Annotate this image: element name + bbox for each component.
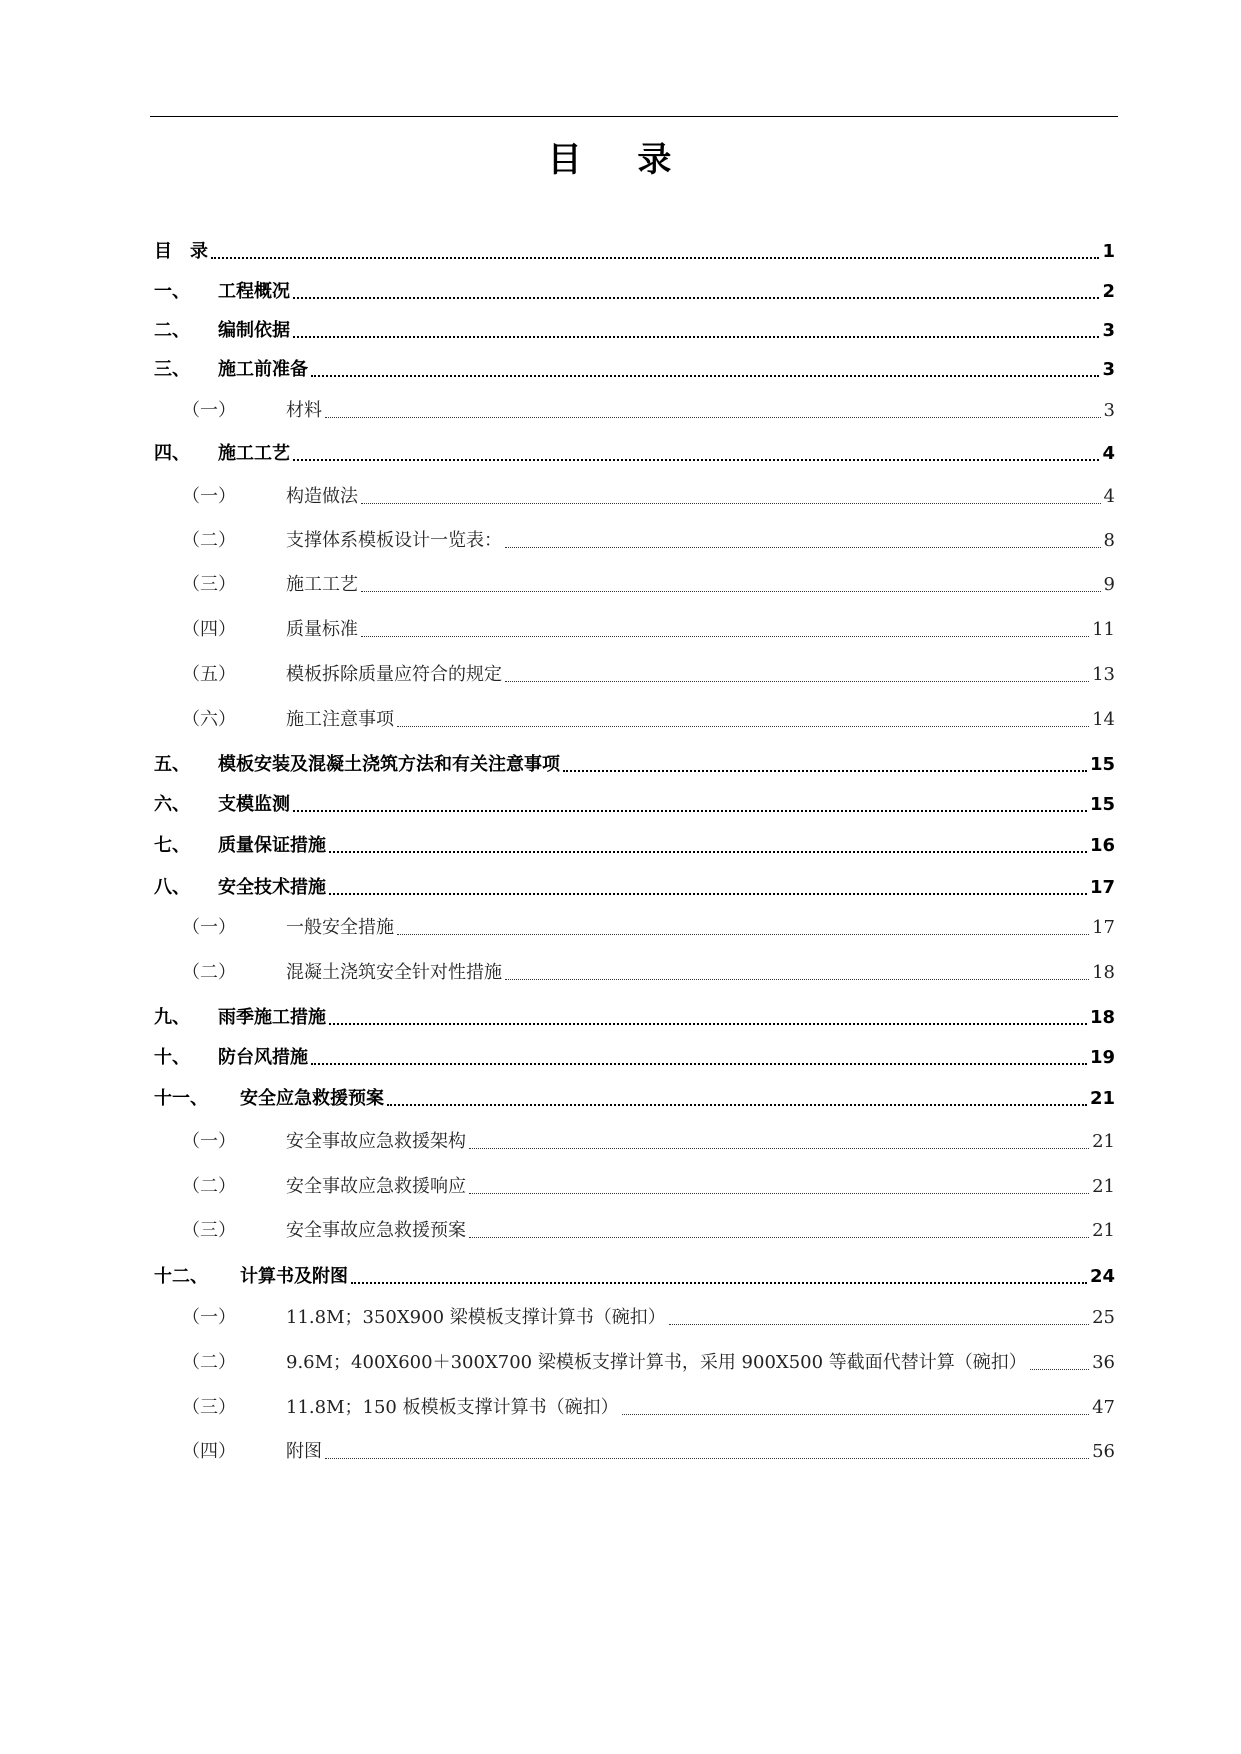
toc-leader-dots (622, 1414, 1090, 1415)
toc-leader-dots (1030, 1369, 1089, 1370)
toc-entry-number: 十一、 (154, 1088, 208, 1109)
toc-leader-dots (669, 1324, 1089, 1325)
toc-entry[interactable] (154, 1171, 1115, 1199)
toc-entry-page: 47 (1092, 1397, 1115, 1418)
toc-leader-dots (563, 770, 1087, 772)
toc-entry-number: （六） (182, 709, 236, 730)
toc-entry-page: 11 (1092, 619, 1115, 640)
toc-entry[interactable] (154, 1347, 1115, 1375)
toc-entry-number: （一） (182, 917, 236, 938)
toc-entry-page: 15 (1089, 754, 1115, 775)
toc-entry-title: 一般安全措施 (286, 917, 394, 938)
toc-leader-dots (325, 417, 1101, 418)
toc-entry-title: 模板安装及混凝土浇筑方法和有关注意事项 (218, 754, 560, 775)
toc-entry-title: 施工注意事项 (286, 709, 394, 730)
toc-entry-page: 21 (1092, 1131, 1115, 1152)
toc-entry[interactable] (154, 354, 1115, 382)
toc-entry-number: 目 录 (154, 241, 208, 262)
toc-leader-dots (329, 1023, 1087, 1025)
toc-entry[interactable] (154, 1392, 1115, 1420)
toc-leader-dots (329, 893, 1087, 895)
toc-entry-number: （一） (182, 1307, 236, 1328)
toc-entry-page: 36 (1092, 1352, 1115, 1373)
toc-entry-number: （四） (182, 1441, 236, 1462)
toc-entry-page: 3 (1103, 400, 1115, 421)
toc-entry-page: 8 (1103, 530, 1115, 551)
toc-leader-dots (469, 1193, 1089, 1194)
toc-entry-page: 15 (1089, 794, 1115, 815)
toc-entry[interactable] (154, 1042, 1115, 1070)
toc-entry-page: 3 (1102, 359, 1115, 380)
toc-leader-dots (311, 1063, 1087, 1065)
toc-entry-number: 九、 (154, 1007, 190, 1028)
toc-entry-number: （一） (182, 486, 236, 507)
toc-entry[interactable] (154, 872, 1115, 900)
toc-entry-number: 十二、 (154, 1266, 208, 1287)
toc-entry-number: （四） (182, 619, 236, 640)
toc-entry[interactable] (154, 1261, 1115, 1289)
toc-entry-title: 工程概况 (218, 281, 290, 302)
toc-entry-page: 18 (1089, 1007, 1115, 1028)
toc-entry-page: 18 (1092, 962, 1115, 983)
toc-entry[interactable] (154, 614, 1115, 642)
toc-leader-dots (505, 547, 1101, 548)
toc-entry[interactable] (154, 236, 1115, 264)
toc-entry-title: 材料 (286, 400, 322, 421)
toc-entry-page: 14 (1092, 709, 1115, 730)
toc-entry-title: 安全事故应急救援架构 (286, 1131, 466, 1152)
toc-entry-title: 施工工艺 (286, 574, 358, 595)
toc-entry-title: 计算书及附图 (240, 1266, 348, 1287)
toc-entry-title: 安全事故应急救援预案 (286, 1220, 466, 1241)
toc-leader-dots (505, 979, 1089, 980)
toc-entry-number: 一、 (154, 281, 190, 302)
toc-leader-dots (293, 297, 1099, 299)
toc-entry-title: 施工前准备 (218, 359, 308, 380)
toc-leader-dots (469, 1148, 1089, 1149)
toc-entry-page: 3 (1102, 320, 1115, 341)
toc-entry-page: 1 (1102, 241, 1115, 262)
toc-entry-title: 安全应急救援预案 (240, 1088, 384, 1109)
toc-entry[interactable] (154, 789, 1115, 817)
toc-entry-page: 17 (1092, 917, 1115, 938)
toc-leader-dots (469, 1237, 1089, 1238)
toc-entry[interactable] (154, 1083, 1115, 1111)
toc-entry-page: 13 (1092, 664, 1115, 685)
toc-leader-dots (325, 1458, 1089, 1459)
toc-entry-title: 支模监测 (218, 794, 290, 815)
toc-entry-title: 9.6M；400X600＋300X700 梁模板支撑计算书，采用 900X500 等截面代替计算（碗扣） (286, 1352, 1027, 1373)
toc-entry[interactable] (154, 912, 1115, 940)
toc-entry-page: 21 (1089, 1088, 1115, 1109)
toc-entry-page: 4 (1103, 486, 1115, 507)
toc-entry-number: （二） (182, 1352, 236, 1373)
toc-entry-title: 安全技术措施 (218, 877, 326, 898)
toc-entry-title: 雨季施工措施 (218, 1007, 326, 1028)
toc-leader-dots (293, 336, 1099, 338)
toc-entry[interactable] (154, 1215, 1115, 1243)
toc-entry-page: 2 (1102, 281, 1115, 302)
toc-entry-number: 十、 (154, 1047, 190, 1068)
toc-entry-title: 模板拆除质量应符合的规定 (286, 664, 502, 685)
toc-entry-number: 五、 (154, 754, 190, 775)
toc-entry-number: 三、 (154, 359, 190, 380)
toc-entry-number: 八、 (154, 877, 190, 898)
toc-leader-dots (329, 851, 1087, 853)
toc-entry[interactable] (154, 569, 1115, 597)
toc-entry[interactable] (154, 276, 1115, 304)
toc-entry[interactable] (154, 315, 1115, 343)
toc-entry[interactable] (154, 438, 1115, 466)
toc-entry-number: 七、 (154, 835, 190, 856)
toc-leader-dots (397, 934, 1089, 935)
toc-entry-title: 施工工艺 (218, 443, 290, 464)
toc-entry[interactable] (154, 704, 1115, 732)
toc-leader-dots (293, 810, 1087, 812)
toc-entry-number: （三） (182, 1220, 236, 1241)
toc-entry-title: 支撑体系模板设计一览表： (286, 530, 502, 551)
toc-entry-page: 21 (1092, 1220, 1115, 1241)
toc-entry[interactable] (154, 830, 1115, 858)
toc-entry-number: （二） (182, 962, 236, 983)
page-title: 目 录 (547, 140, 694, 180)
toc-leader-dots (293, 459, 1099, 461)
toc-entry-page: 9 (1103, 574, 1115, 595)
toc-leader-dots (505, 681, 1089, 682)
toc-entry-page: 19 (1089, 1047, 1115, 1068)
header-rule (150, 116, 1118, 117)
toc-entry[interactable] (154, 525, 1115, 553)
toc-entry[interactable] (154, 1302, 1115, 1330)
toc-entry-number: （三） (182, 1397, 236, 1418)
toc-entry-title: 混凝土浇筑安全针对性措施 (286, 962, 502, 983)
toc-entry-title: 构造做法 (286, 486, 358, 507)
toc-entry-title: 附图 (286, 1441, 322, 1462)
toc-entry-number: （二） (182, 530, 236, 551)
toc-leader-dots (361, 591, 1101, 592)
toc-entry-number: （一） (182, 400, 236, 421)
toc-entry[interactable] (154, 1002, 1115, 1030)
toc-entry-number: （一） (182, 1131, 236, 1152)
toc-entry-page: 17 (1089, 877, 1115, 898)
toc-entry-page: 56 (1092, 1441, 1115, 1462)
toc-entry-title: 11.8M；150 板模板支撑计算书（碗扣） (286, 1397, 619, 1418)
toc-entry-page: 25 (1092, 1307, 1115, 1328)
toc-leader-dots (311, 375, 1099, 377)
toc-entry[interactable] (154, 1126, 1115, 1154)
toc-entry-number: 六、 (154, 794, 190, 815)
toc-entry-number: （三） (182, 574, 236, 595)
toc-leader-dots (387, 1104, 1087, 1106)
toc-entry-number: （五） (182, 664, 236, 685)
toc-entry-title: 质量保证措施 (218, 835, 326, 856)
toc-entry[interactable] (154, 749, 1115, 777)
toc-leader-dots (361, 503, 1101, 504)
toc-entry-number: 二、 (154, 320, 190, 341)
toc-leader-dots (397, 726, 1089, 727)
toc-entry-page: 21 (1092, 1176, 1115, 1197)
toc-entry-page: 4 (1102, 443, 1115, 464)
toc-entry[interactable] (154, 395, 1115, 423)
toc-entry[interactable] (154, 481, 1115, 509)
toc-leader-dots (351, 1282, 1087, 1284)
toc-entry[interactable] (154, 659, 1115, 687)
toc-entry[interactable] (154, 957, 1115, 985)
toc-entry-number: （二） (182, 1176, 236, 1197)
toc-entry-title: 编制依据 (218, 320, 290, 341)
toc-entry-page: 24 (1089, 1266, 1115, 1287)
toc-entry-title: 11.8M；350X900 梁模板支撑计算书（碗扣） (286, 1307, 666, 1328)
toc-entry-title: 防台风措施 (218, 1047, 308, 1068)
toc-entry[interactable] (154, 1436, 1115, 1464)
toc-leader-dots (211, 257, 1099, 259)
toc-entry-title: 质量标准 (286, 619, 358, 640)
toc-entry-page: 16 (1089, 835, 1115, 856)
toc-entry-number: 四、 (154, 443, 190, 464)
toc-entry-title: 安全事故应急救援响应 (286, 1176, 466, 1197)
toc-leader-dots (361, 636, 1089, 637)
